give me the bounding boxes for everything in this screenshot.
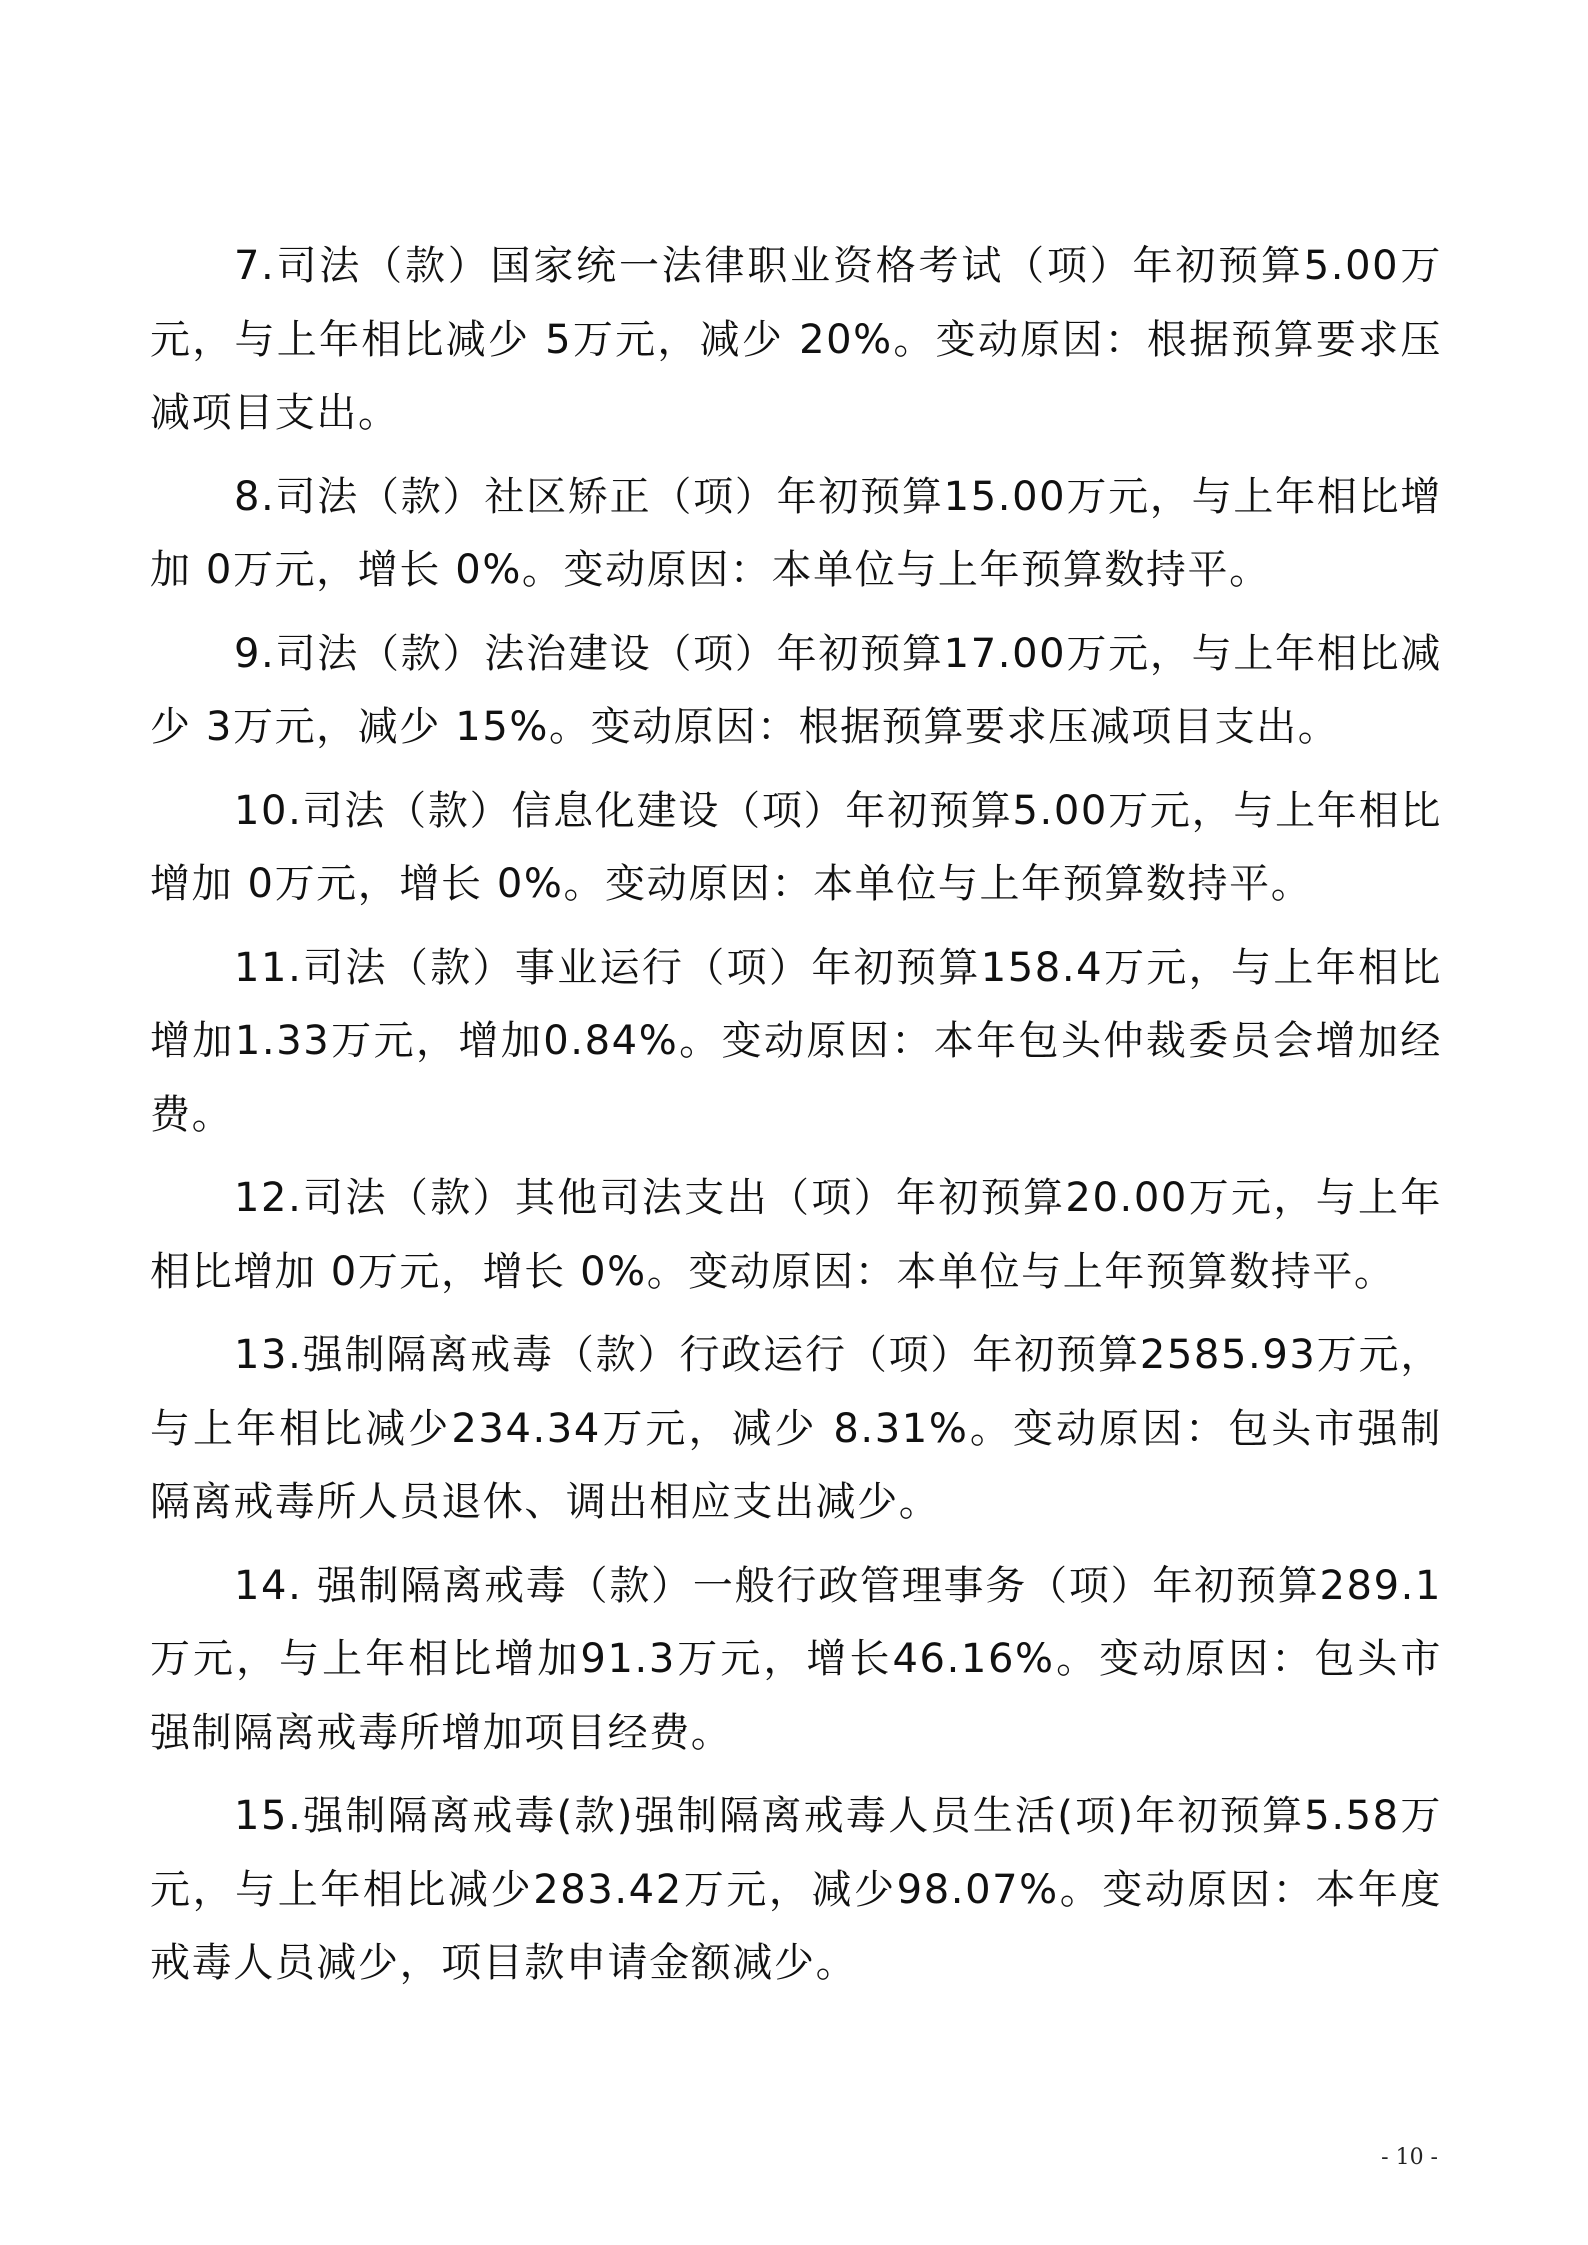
document-body [150, 230, 1442, 2011]
paragraph-item-14: 14. 强制隔离戒毒（款）一般行政管理事务（项）年初预算289.1万元，与上年相比增加91.3万元，增长46.16%。变动原因：包头市强制隔离戒毒所增加项目经费。 [150, 1562, 1442, 1756]
page-number: - 10 - [1381, 2145, 1438, 2170]
paragraph-item-7: 7.司法（款）国家统一法律职业资格考试（项）年初预算5.00万元，与上年相比减少 5万元，减少 20%。变动原因：根据预算要求压减项目支出。 [150, 243, 1442, 436]
paragraph-item-11: 11.司法（款）事业运行（项）年初预算158.4万元，与上年相比增加1.33万元，增加0.84%。变动原因：本年包头仲裁委员会增加经费。 [150, 944, 1442, 1138]
paragraph-item-9: 9.司法（款）法治建设（项）年初预算17.00万元，与上年相比减少 3万元，减少 15%。变动原因：根据预算要求压减项目支出。 [150, 630, 1442, 750]
paragraph-item-12: 12.司法（款）其他司法支出（项）年初预算20.00万元，与上年相比增加 0万元，增长 0%。变动原因：本单位与上年预算数持平。 [150, 1175, 1442, 1295]
paragraph-item-15: 15.强制隔离戒毒(款)强制隔离戒毒人员生活(项)年初预算5.58万元，与上年相比减少283.42万元，减少98.07%。变动原因：本年度戒毒人员减少，项目款申请金额减少。 [150, 1793, 1442, 1986]
paragraph-item-13: 13.强制隔离戒毒（款）行政运行（项）年初预算2585.93万元，与上年相比减少234.34万元，减少 8.31%。变动原因：包头市强制隔离戒毒所人员退休、调出相应支出减少。 [150, 1332, 1442, 1525]
paragraph-item-10: 10.司法（款）信息化建设（项）年初预算5.00万元，与上年相比增加 0万元，增长 0%。变动原因：本单位与上年预算数持平。 [150, 787, 1442, 907]
paragraph-item-8: 8.司法（款）社区矫正（项）年初预算15.00万元，与上年相比增加 0万元，增长 0%。变动原因：本单位与上年预算数持平。 [150, 473, 1442, 593]
